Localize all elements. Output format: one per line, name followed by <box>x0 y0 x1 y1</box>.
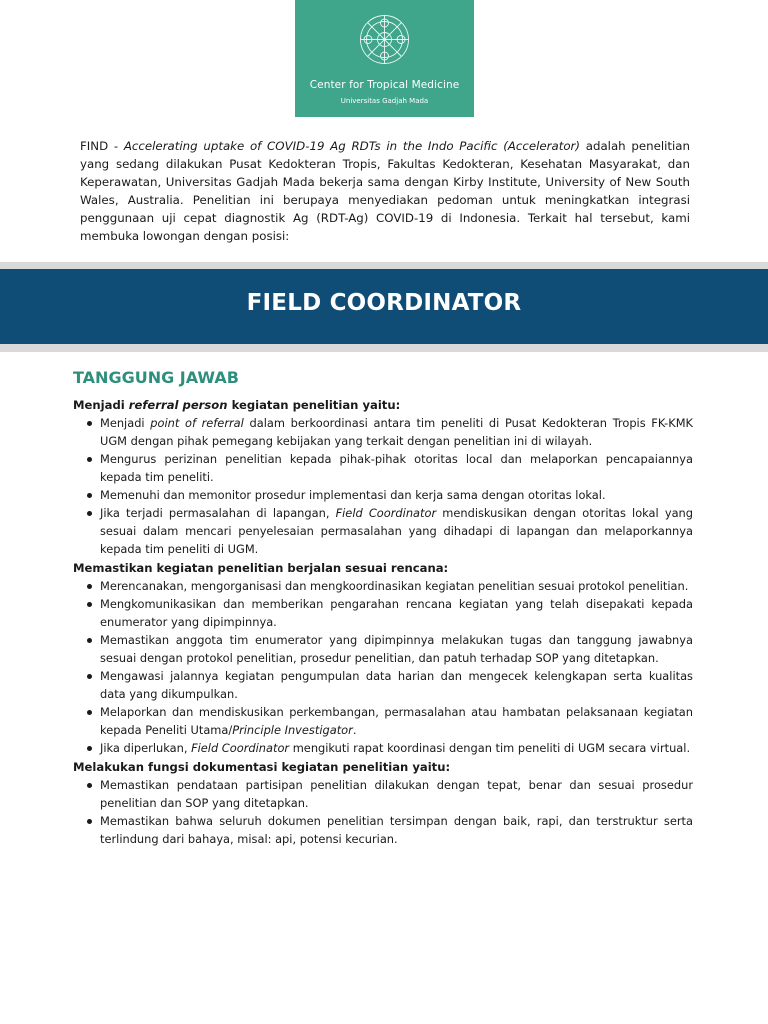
responsibility-list <box>73 776 693 848</box>
list-item-text: Memastikan pendataan partisipan penelitian dilakukan dengan tepat, benar dan sesuai prosedur penelitian dan SOP yang ditetapkan. <box>100 778 693 810</box>
logo-title: Center for Tropical Medicine <box>309 79 460 91</box>
bullet-icon <box>87 584 92 589</box>
banner-bottom-rule <box>0 344 768 352</box>
list-item <box>73 631 693 667</box>
intro-rest: adalah penelitian yang sedang dilakukan Pusat Kedokteran Tropis, Fakultas Kedokteran, Kesehatan Masyarakat, dan Keperawatan, Universitas Gadjah Mada bekerja sama dengan Kirby Institute, University of New South Wales, Australia. Penelitian ini berupaya menyediakan pedoman untuk meningkatkan integrasi penggunaan uji cepat diagnostik Ag (RDT-Ag) COVID-19 di Indonesia. Terkait hal tersebut, kami membuka lowongan dengan posisi: <box>80 139 691 243</box>
list-item <box>73 812 693 848</box>
list-item-text: Memenuhi dan memonitor prosedur implementasi dan kerja sama dengan otoritas lokal. <box>100 488 606 502</box>
bullet-icon <box>87 511 92 516</box>
list-item <box>73 486 693 504</box>
group-heading-part: Menjadi <box>73 398 129 412</box>
banner-top-rule <box>0 262 768 269</box>
list-item-text: point of referral <box>150 416 244 430</box>
list-item <box>73 414 693 450</box>
list-item-text: Menjadi <box>100 416 151 430</box>
bullet-icon <box>87 674 92 679</box>
group-heading-part: Memastikan kegiatan penelitian berjalan sesuai rencana: <box>73 561 449 575</box>
list-item-text: Jika diperlukan, <box>100 741 192 755</box>
list-item-text: Jika terjadi permasalahan di lapangan, <box>100 506 336 520</box>
logo-subtitle: Universitas Gadjah Mada <box>340 97 429 105</box>
list-item-text: Field Coordinator <box>335 506 437 520</box>
list-item-text: Mengawasi jalannya kegiatan pengumpulan data harian dan mengecek kelengkapan serta kualitas data yang dikumpulkan. <box>100 669 693 701</box>
bullet-icon <box>87 457 92 462</box>
intro-project-name: Accelerating uptake of COVID-19 Ag RDTs in the Indo Pacific (Accelerator) <box>123 139 581 153</box>
position-title: FIELD COORDINATOR <box>246 290 522 316</box>
bullet-icon <box>87 819 92 824</box>
group-heading-part: referral person <box>128 398 228 412</box>
bullet-icon <box>87 746 92 751</box>
responsibility-list <box>73 414 693 558</box>
list-item-text: Memastikan anggota tim enumerator yang dipimpinnya melakukan tugas dan tanggung jawabnya sesuai dengan protokol penelitian, prosedur penelitian, dan patuh terhadap SOP yang ditetapkan. <box>100 633 693 665</box>
group-heading <box>73 559 693 577</box>
list-item <box>73 739 693 757</box>
list-item <box>73 595 693 631</box>
intro-lead: FIND - <box>80 139 124 153</box>
list-item <box>73 577 693 595</box>
group-heading <box>73 758 693 776</box>
list-item-text: . <box>352 723 357 737</box>
list-item <box>73 667 693 703</box>
bullet-icon <box>87 602 92 607</box>
list-item-text: Principle Investigator <box>232 723 353 737</box>
bullet-icon <box>87 638 92 643</box>
bullet-icon <box>87 421 92 426</box>
list-item <box>73 450 693 486</box>
group-heading-part: Melakukan fungsi dokumentasi kegiatan penelitian yaitu: <box>73 760 451 774</box>
group-heading-part: kegiatan penelitian yaitu: <box>227 398 401 412</box>
list-item-text: Merencanakan, mengorganisasi dan mengkoordinasikan kegiatan penelitian sesuai protokol penelitian. <box>100 579 689 593</box>
list-item-text: mengikuti rapat koordinasi dengan tim peneliti di UGM secara virtual. <box>289 741 691 755</box>
responsibilities-content <box>73 396 693 849</box>
list-item <box>73 776 693 812</box>
list-item-text: dalam berkoordinasi antara tim peneliti di Pusat Kedokteran Tropis FK-KMK UGM dengan pihak pemegang kebijakan yang terkait dengan penelitian ini di wilayah. <box>100 416 694 448</box>
center-logo <box>295 0 474 117</box>
list-item-text: mendiskusikan dengan otoritas lokal yang sesuai dalam mencari penyelesaian permasalahan yang dihadapi di lapangan dan melaporkannya kepada tim peneliti di UGM. <box>100 506 694 556</box>
list-item-text: Field Coordinator <box>191 741 290 755</box>
bullet-icon <box>87 710 92 715</box>
list-item <box>73 703 693 739</box>
responsibility-list <box>73 577 693 757</box>
list-item-text: Memastikan bahwa seluruh dokumen penelitian tersimpan dengan baik, rapi, dan terstruktur serta terlindung dari bahaya, misal: api, potensi kecurian. <box>100 814 693 846</box>
list-item-text: Melaporkan dan mendiskusikan perkembangan, permasalahan atau hambatan pelaksanaan kegiatan kepada Peneliti Utama/ <box>100 705 693 737</box>
ornamental-emblem-icon <box>357 12 412 67</box>
bullet-icon <box>87 493 92 498</box>
list-item-text: Mengkomunikasikan dan memberikan pengarahan rencana kegiatan yang telah disepakati kepada enumerator yang dipimpinnya. <box>100 597 693 629</box>
intro-paragraph <box>80 137 690 245</box>
group-heading <box>73 396 693 414</box>
section-title: TANGGUNG JAWAB <box>73 368 239 387</box>
bullet-icon <box>87 783 92 788</box>
list-item-text: Mengurus perizinan penelitian kepada pihak-pihak otoritas local dan melaporkan pencapaiannya kepada tim peneliti. <box>100 452 693 484</box>
position-banner <box>0 269 768 344</box>
list-item <box>73 504 693 558</box>
